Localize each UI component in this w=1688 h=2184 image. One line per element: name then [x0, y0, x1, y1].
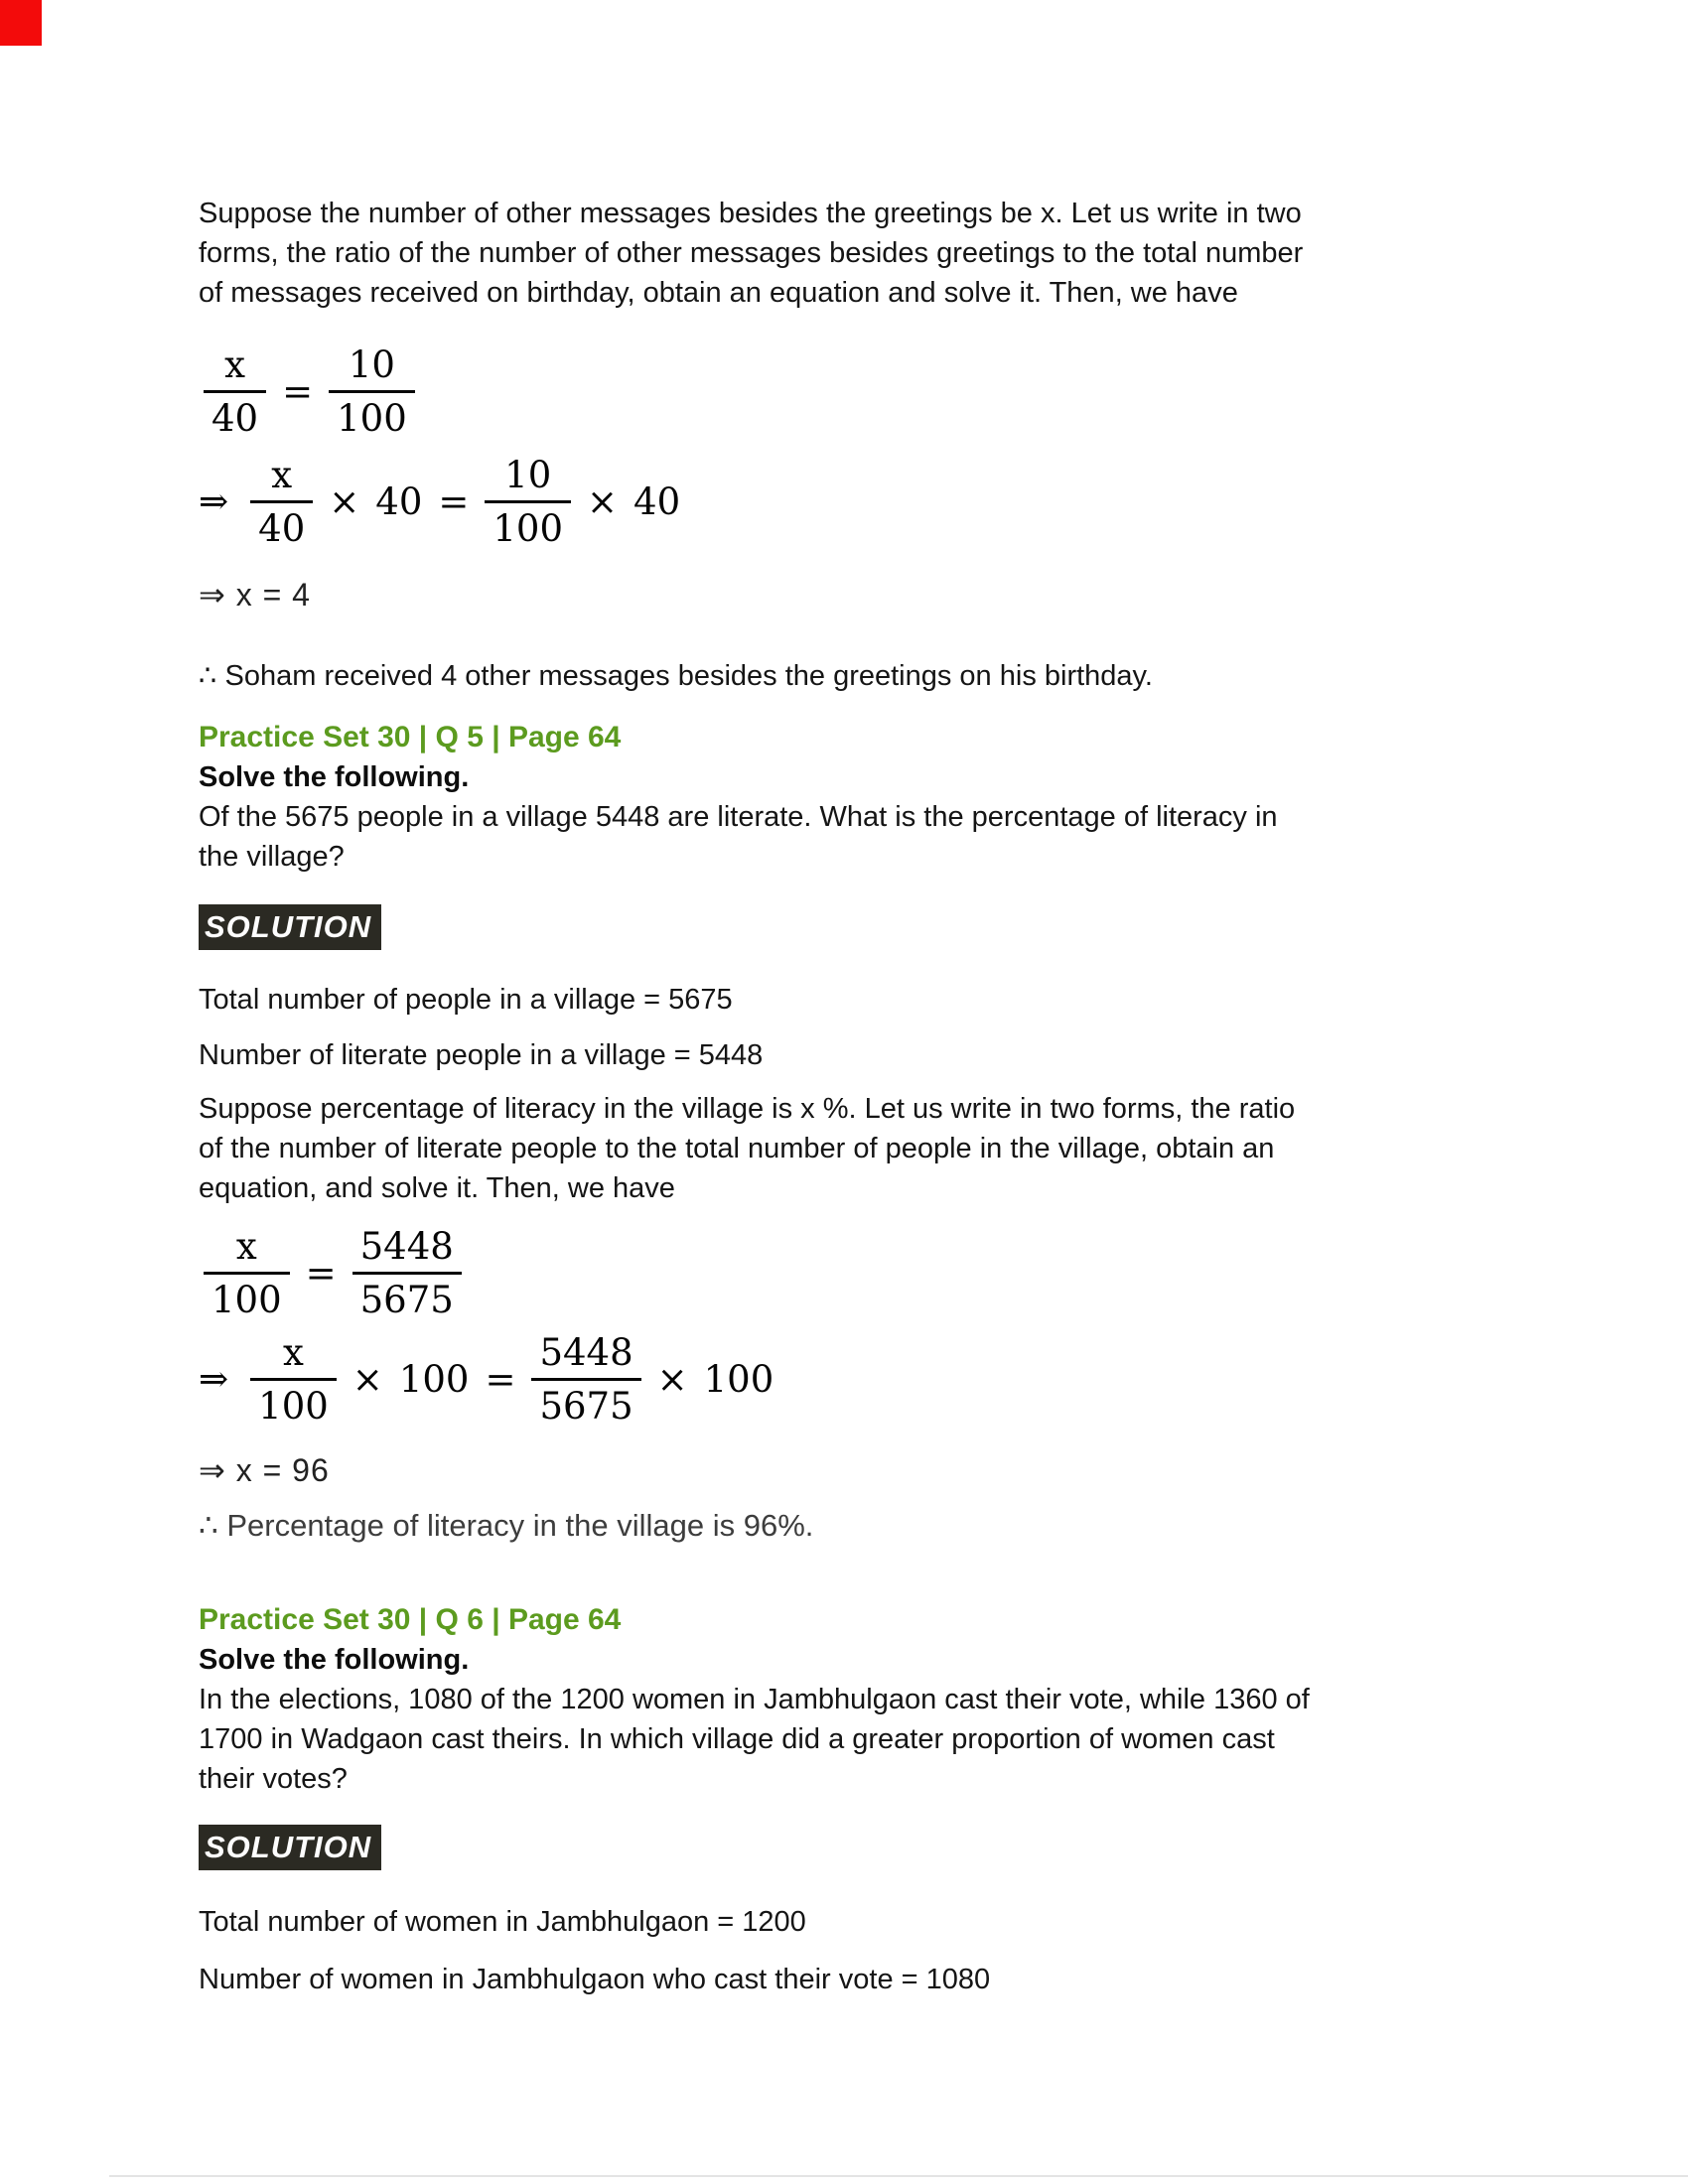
equation-multiply-both-sides-40 — [199, 455, 1475, 549]
fraction-rhs — [329, 344, 415, 439]
q5-solution-box-wrap — [199, 904, 1475, 950]
page-bottom-divider — [109, 2175, 1688, 2177]
fraction-numerator: 10 — [348, 343, 395, 386]
fraction-rhs — [485, 455, 571, 549]
implies-arrow: ⇒ — [199, 1358, 229, 1400]
q6-statement-total-women: Total number of women in Jambhulgaon = 1200 — [199, 1906, 806, 1938]
conclusion-literacy: ∴ Percentage of literacy in the village is 96%. — [199, 1508, 814, 1543]
equation-result-x-4: ⇒ x = 4 — [199, 577, 311, 613]
q5-question — [199, 797, 1475, 877]
fraction-lhs — [204, 344, 266, 439]
question-line: In the elections, 1080 of the 1200 women in Jambhulgaon cast their vote, while 1360 of — [199, 1684, 1310, 1715]
fraction-denominator: 100 — [329, 390, 415, 439]
question-line: Of the 5675 people in a village 5448 are literate. What is the percentage of literacy in — [199, 801, 1278, 833]
paragraph-line: Suppose the number of other messages besides the greetings be x. Let us write in two — [199, 198, 1302, 229]
fraction-rhs — [531, 1332, 640, 1427]
fraction-lhs — [204, 1226, 290, 1320]
equals-sign: = — [485, 1358, 516, 1401]
multiply-sign: × — [329, 480, 360, 523]
fraction-numerator: x — [235, 1225, 257, 1268]
multiplier: 40 — [633, 480, 681, 523]
paragraph-line: Suppose percentage of literacy in the village is x %. Let us write in two forms, the ratio — [199, 1093, 1296, 1125]
solution-label: SOLUTION — [199, 1825, 381, 1870]
multiplier: 100 — [703, 1358, 774, 1401]
fraction-numerator: x — [224, 343, 245, 386]
practice-set-q6-heading: Practice Set 30 | Q 6 | Page 64 — [199, 1603, 622, 1636]
solve-following-label: Solve the following. — [199, 761, 470, 793]
fraction-numerator: x — [271, 454, 293, 496]
fraction-denominator: 40 — [250, 500, 313, 549]
solve-following-label: Solve the following. — [199, 1644, 470, 1676]
paragraph-line: forms, the ratio of the number of other messages besides greetings to the total number — [199, 237, 1304, 269]
fraction-lhs — [250, 455, 313, 549]
page-content — [199, 194, 1475, 1999]
paragraph-line: of the number of literate people to the total number of people in the village, obtain an — [199, 1133, 1275, 1164]
q6-statement-voted-women: Number of women in Jambhulgaon who cast their vote = 1080 — [199, 1964, 991, 1995]
multiply-sign: × — [352, 1358, 383, 1401]
fraction-denominator: 100 — [250, 1378, 337, 1427]
equation-x-over-40 — [204, 344, 1475, 439]
conclusion-soham: ∴ Soham received 4 other messages besides the greetings on his birthday. — [199, 660, 1153, 692]
multiplier: 40 — [375, 480, 423, 523]
fraction-numerator: 5448 — [539, 1331, 633, 1374]
question-line: their votes? — [199, 1763, 348, 1795]
fraction-numerator: 10 — [504, 454, 552, 496]
fraction-denominator: 100 — [485, 500, 571, 549]
equation-x-over-100 — [204, 1226, 1475, 1320]
multiplier: 100 — [398, 1358, 470, 1401]
equals-sign: = — [305, 1252, 337, 1295]
fraction-denominator: 100 — [204, 1272, 290, 1320]
equation-result-x-96: ⇒ x = 96 — [199, 1452, 330, 1488]
solution-label: SOLUTION — [199, 904, 381, 950]
practice-set-q5-heading: Practice Set 30 | Q 5 | Page 64 — [199, 721, 622, 753]
fraction-lhs — [250, 1332, 337, 1427]
question-line: 1700 in Wadgaon cast theirs. In which village did a greater proportion of women cast — [199, 1723, 1275, 1755]
fraction-denominator: 5675 — [531, 1378, 640, 1427]
q6-question — [199, 1680, 1475, 1799]
multiply-sign: × — [587, 480, 619, 523]
q6-solution-box-wrap — [199, 1825, 1475, 1870]
fraction-numerator: x — [283, 1331, 304, 1374]
equation-multiply-both-sides-100 — [199, 1332, 1475, 1427]
question-line: the village? — [199, 841, 345, 873]
fraction-denominator: 40 — [204, 390, 266, 439]
red-corner-marker — [0, 0, 42, 46]
q5-statement-literate-people: Number of literate people in a village = 5448 — [199, 1039, 764, 1071]
q5-working-paragraph — [199, 1089, 1475, 1208]
implies-arrow: ⇒ — [199, 480, 229, 522]
q5-statement-total-people: Total number of people in a village = 5675 — [199, 984, 733, 1016]
intro-paragraph — [199, 194, 1475, 313]
fraction-denominator: 5675 — [352, 1272, 462, 1320]
fraction-numerator: 5448 — [359, 1225, 454, 1268]
equals-sign: = — [438, 480, 470, 523]
equals-sign: = — [282, 370, 314, 413]
fraction-rhs — [352, 1226, 462, 1320]
paragraph-line: of messages received on birthday, obtain an equation and solve it. Then, we have — [199, 277, 1238, 309]
paragraph-line: equation, and solve it. Then, we have — [199, 1172, 675, 1204]
multiply-sign: × — [656, 1358, 688, 1401]
